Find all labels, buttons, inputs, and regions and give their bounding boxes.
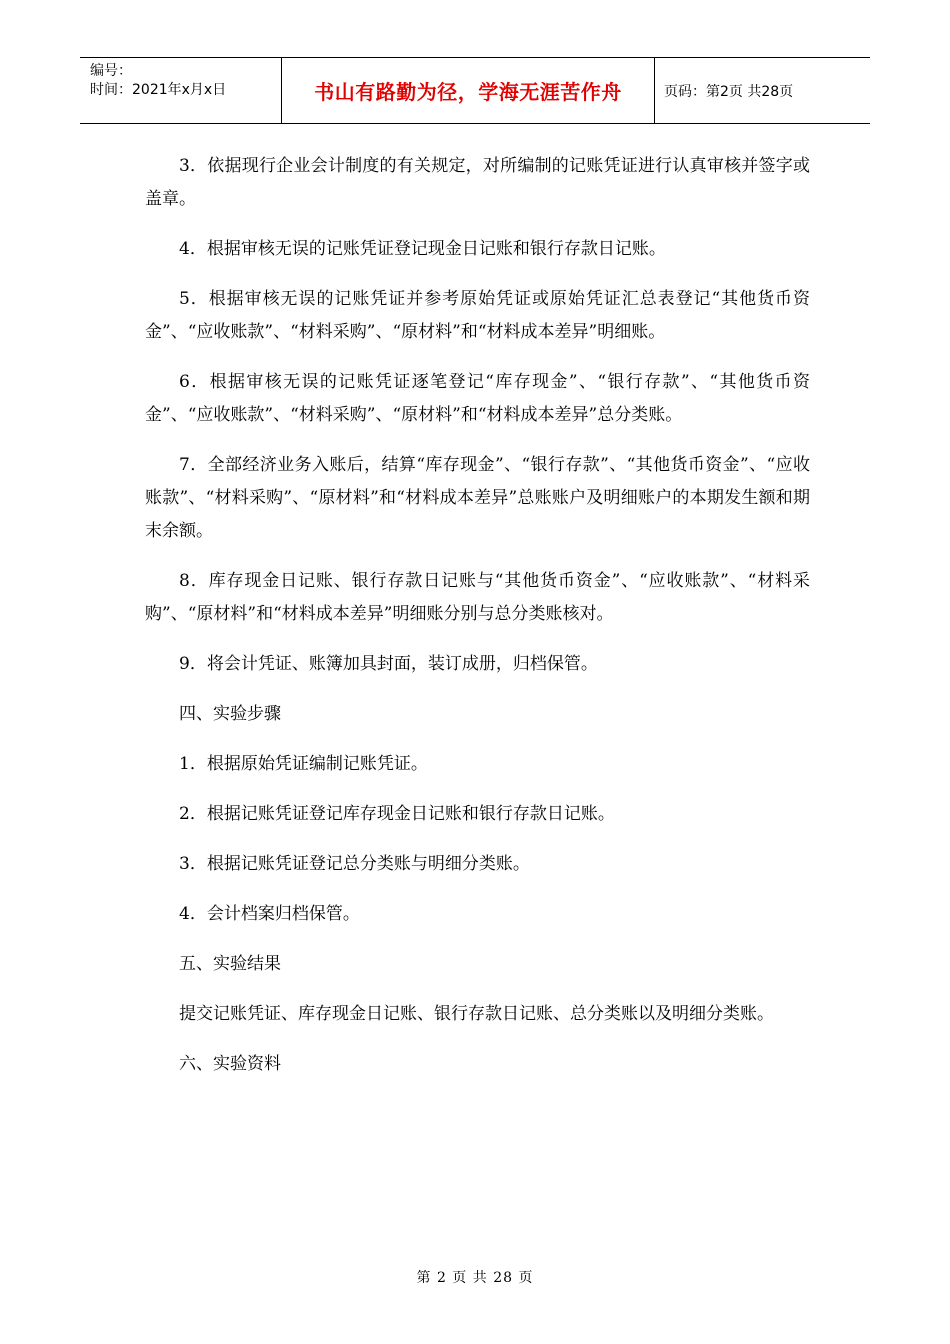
header-motto-cell: [281, 58, 655, 123]
section-heading-materials: 六、实验资料: [179, 1054, 281, 1074]
paragraph-step-8: 8．库存现金日记账、银行存款日记账与“其他货币资金”、“应收账款”、“材料采购”、“原材料”和“材料成本差异”明细账分别与总分类账核对。: [145, 571, 810, 624]
paragraph-step-6: 6．根据审核无误的记账凭证逐笔登记“库存现金”、“银行存款”、“其他货币资金”、“应收账款”、“材料采购”、“原材料”和“材料成本差异”总分类账。: [145, 372, 810, 425]
paragraph-step-7: 7．全部经济业务入账后，结算“库存现金”、“银行存款”、“其他货币资金”、“应收账款”、“材料采购”、“原材料”和“材料成本差异”总账账户及明细账户的本期发生额和期末余额。: [145, 455, 810, 541]
header-page-info: [655, 58, 870, 123]
number-label: 编号：: [90, 63, 132, 79]
procedure-step-3: 3．根据记账凭证登记总分类账与明细分类账。: [179, 854, 530, 874]
paragraph-step-4: 4．根据审核无误的记账凭证登记现金日记账和银行存款日记账。: [179, 239, 666, 259]
section-heading-results: 五、实验结果: [179, 954, 281, 974]
paragraph-step-9: 9．将会计凭证、账簿加具封面，装订成册，归档保管。: [179, 654, 598, 674]
procedure-step-4: 4．会计档案归档保管。: [179, 904, 360, 924]
procedure-step-1: 1．根据原始凭证编制记账凭证。: [179, 754, 428, 774]
date-label: 时间：2021年x月x日: [90, 82, 227, 98]
paragraph-step-3: 3．依据现行企业会计制度的有关规定，对所编制的记账凭证进行认真审核并签字或盖章。: [145, 156, 810, 209]
motto-text: 书山有路勤为径，学海无涯苦作舟: [314, 80, 622, 104]
results-paragraph: 提交记账凭证、库存现金日记账、银行存款日记账、总分类账以及明细分类账。: [179, 1004, 774, 1024]
procedure-step-2: 2．根据记账凭证登记库存现金日记账和银行存款日记账。: [179, 804, 615, 824]
page-footer: 第 2 页 共 28 页: [416, 1270, 534, 1286]
section-heading-procedure: 四、实验步骤: [179, 704, 281, 724]
document-body: [145, 150, 810, 1081]
page-info-text: 页码：第2页 共28页: [664, 83, 794, 100]
paragraph-step-5: 5．根据审核无误的记账凭证并参考原始凭证或原始凭证汇总表登记“其他货币资金”、“应收账款”、“材料采购”、“原材料”和“材料成本差异”明细账。: [145, 289, 810, 342]
page-header: [80, 57, 870, 124]
header-meta: [80, 58, 281, 123]
